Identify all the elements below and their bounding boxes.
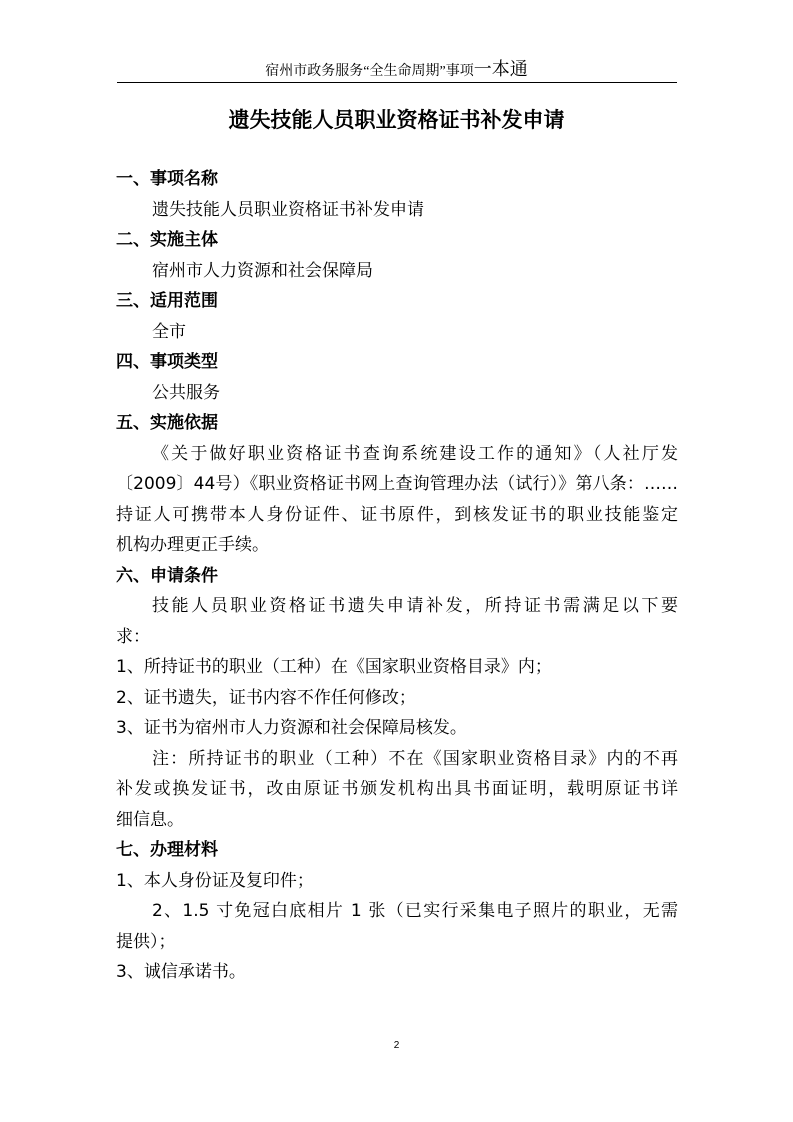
paragraph-line: 细信息。 — [116, 809, 184, 830]
paragraph-line: 《关于做好职业资格证书查询系统建设工作的通知》（人社厅发 — [152, 443, 678, 464]
paragraph-line: 技能人员职业资格证书遗失申请补发，所持证书需满足以下要 — [152, 596, 678, 616]
header-rule — [117, 82, 677, 83]
section-heading: 三、适用范围 — [116, 291, 218, 311]
section-body: 宿州市人力资源和社会保障局 — [152, 260, 373, 281]
paragraph-line: 提供）； — [116, 931, 176, 952]
section-heading: 四、事项类型 — [116, 352, 218, 372]
paragraph-line: 注：所持证书的职业（工种）不在《国家职业资格目录》内的不再 — [152, 748, 678, 769]
header-text-large: 一本通 — [473, 59, 528, 79]
document-title: 遗失技能人员职业资格证书补发申请 — [228, 108, 565, 132]
list-item: 2、证书遗失，证书内容不作任何修改； — [116, 687, 416, 708]
section-heading: 二、实施主体 — [116, 230, 218, 250]
paragraph-line: 补发或换发证书，改由原证书颁发机构出具书面证明，载明原证书详 — [116, 779, 678, 799]
section-body: 公共服务 — [152, 382, 220, 403]
paragraph-line: 〔2009〕44号）《职业资格证书网上查询管理办法（试行）》第八条：…… — [116, 474, 678, 494]
paragraph-line: 机构办理更正手续。 — [116, 535, 269, 555]
paragraph-line: 持证人可携带本人身份证件、证书原件，到核发证书的职业技能鉴定 — [116, 504, 678, 525]
section-body: 遗失技能人员职业资格证书补发申请 — [152, 199, 424, 220]
page-number: 2 — [393, 1040, 400, 1051]
paragraph-line: 2、1.5 寸免冠白底相片 1 张（已实行采集电子照片的职业，无需 — [152, 901, 678, 921]
section-heading: 一、事项名称 — [116, 169, 218, 189]
section-heading: 五、实施依据 — [116, 413, 218, 433]
list-item: 1、本人身份证及复印件； — [116, 870, 314, 891]
section-body: 全市 — [152, 321, 186, 342]
paragraph-line: 求： — [116, 626, 150, 647]
list-item: 3、证书为宿州市人力资源和社会保障局核发。 — [116, 718, 467, 738]
list-item: 1、所持证书的职业（工种）在《国家职业资格目录》内； — [116, 657, 552, 677]
list-item: 3、诚信承诺书。 — [116, 962, 246, 982]
section-heading: 七、办理材料 — [116, 840, 218, 860]
header-text: 宿州市政务服务“全生命周期”事项 — [265, 64, 474, 79]
page-header — [40, 59, 753, 82]
section-heading: 六、申请条件 — [116, 565, 218, 586]
document-body — [116, 164, 678, 988]
